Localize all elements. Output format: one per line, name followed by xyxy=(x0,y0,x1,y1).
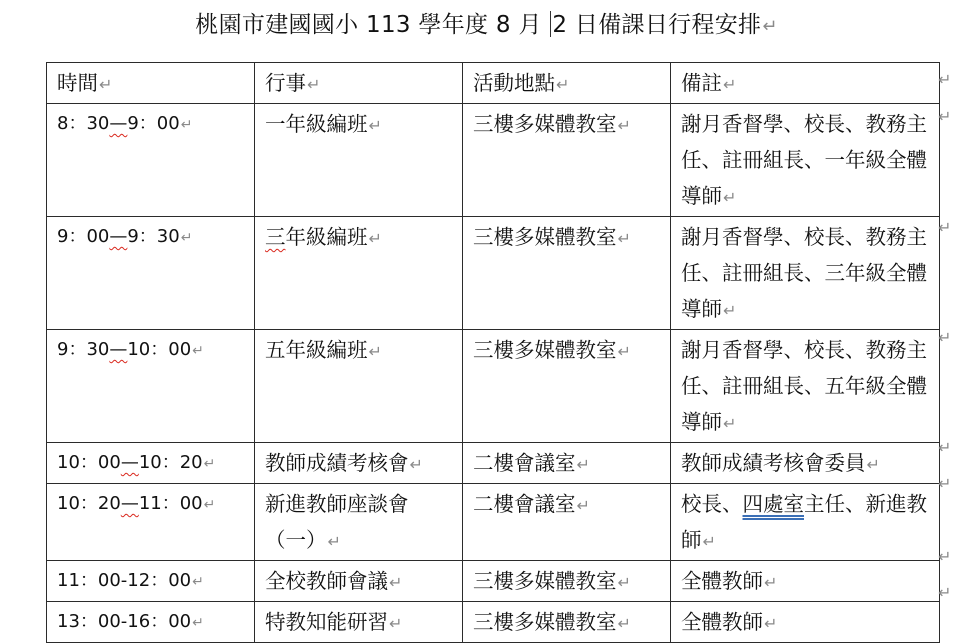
cell-end-mark-icon: ↵ xyxy=(764,614,778,633)
grammar-flagged-text: 四處室 xyxy=(742,492,804,516)
time-cell[interactable]: 8：30—9：00↵ xyxy=(47,104,255,217)
cell-end-mark-icon: ↵ xyxy=(702,532,716,551)
cell-end-mark-icon: ↵ xyxy=(556,75,570,94)
time-separator: — xyxy=(120,452,139,473)
table-row xyxy=(47,330,940,443)
row-end-mark-icon: ↵ xyxy=(938,474,952,493)
cell-end-mark-icon: ↵ xyxy=(99,75,113,94)
location-cell[interactable]: 三樓多媒體教室↵ xyxy=(463,561,671,602)
cell-end-mark-icon: ↵ xyxy=(180,230,193,246)
time-cell[interactable]: 10：00—10：20↵ xyxy=(47,443,255,484)
time-cell[interactable]: 9：30—10：00↵ xyxy=(47,330,255,443)
table-row xyxy=(47,443,940,484)
row-end-mark-icon: ↵ xyxy=(938,547,952,566)
header-location[interactable]: 活動地點↵ xyxy=(463,63,671,104)
paragraph-mark-icon: ↵ xyxy=(762,16,778,37)
location-cell[interactable]: 二樓會議室↵ xyxy=(463,484,671,561)
row-end-mark-icon: ↵ xyxy=(938,70,952,89)
cell-end-mark-icon: ↵ xyxy=(764,573,778,592)
cell-end-mark-icon: ↵ xyxy=(192,343,204,359)
cell-end-mark-icon: ↵ xyxy=(576,496,590,515)
cell-end-mark-icon: ↵ xyxy=(368,116,382,135)
event-cell[interactable]: 五年級編班↵ xyxy=(255,330,463,443)
cell-end-mark-icon: ↵ xyxy=(389,614,403,633)
cell-end-mark-icon: ↵ xyxy=(192,574,204,590)
note-cell[interactable]: 謝月香督學、校長、教務主任、註冊組長、三年級全體導師↵ xyxy=(671,217,940,330)
cell-end-mark-icon: ↵ xyxy=(180,117,193,133)
cell-end-mark-icon: ↵ xyxy=(617,116,631,135)
title-text-start: 桃園市建國國小 113 學年度 8 月 xyxy=(195,12,550,38)
note-cell[interactable]: 全體教師↵ xyxy=(671,561,940,602)
table-row xyxy=(47,602,940,643)
location-cell[interactable]: 三樓多媒體教室↵ xyxy=(463,602,671,643)
location-cell[interactable]: 二樓會議室↵ xyxy=(463,443,671,484)
time-cell[interactable]: 13：00-16：00↵ xyxy=(47,602,255,643)
row-end-mark-icon: ↵ xyxy=(938,328,952,347)
time-separator: — xyxy=(109,113,128,134)
cell-end-mark-icon: ↵ xyxy=(389,573,403,592)
cell-end-mark-icon: ↵ xyxy=(576,455,590,474)
row-end-mark-icon: ↵ xyxy=(938,218,952,237)
row-end-mark-icon: ↵ xyxy=(938,583,952,602)
table-header-row xyxy=(47,63,940,104)
event-cell[interactable]: 一年級編班↵ xyxy=(255,104,463,217)
cell-end-mark-icon: ↵ xyxy=(617,614,631,633)
cell-end-mark-icon: ↵ xyxy=(617,573,631,592)
note-cell[interactable]: 謝月香督學、校長、教務主任、註冊組長、五年級全體導師↵ xyxy=(671,330,940,443)
row-end-mark-icon: ↵ xyxy=(938,438,952,457)
header-note[interactable]: 備註↵ xyxy=(671,63,940,104)
cell-end-mark-icon: ↵ xyxy=(192,615,204,631)
header-event[interactable]: 行事↵ xyxy=(255,63,463,104)
time-cell[interactable]: 9：00—9：30↵ xyxy=(47,217,255,330)
note-cell[interactable]: 教師成績考核會委員↵ xyxy=(671,443,940,484)
cell-end-mark-icon: ↵ xyxy=(203,497,216,513)
cell-end-mark-icon: ↵ xyxy=(307,75,321,94)
cell-end-mark-icon: ↵ xyxy=(723,75,737,94)
event-cell[interactable]: 教師成績考核會↵ xyxy=(255,443,463,484)
note-cell[interactable]: 全體教師↵ xyxy=(671,602,940,643)
table-row xyxy=(47,561,940,602)
event-cell[interactable]: 三年級編班↵ xyxy=(255,217,463,330)
time-cell[interactable]: 11：00-12：00↵ xyxy=(47,561,255,602)
cell-end-mark-icon: ↵ xyxy=(723,301,737,320)
cell-end-mark-icon: ↵ xyxy=(368,229,382,248)
schedule-table xyxy=(46,62,940,643)
location-cell[interactable]: 三樓多媒體教室↵ xyxy=(463,104,671,217)
spelling-flagged-text: 三 xyxy=(265,225,286,249)
time-separator: — xyxy=(109,339,128,360)
cell-end-mark-icon: ↵ xyxy=(409,455,423,474)
cell-end-mark-icon: ↵ xyxy=(617,342,631,361)
note-cell[interactable]: 校長、四處室主任、新進教師↵ xyxy=(671,484,940,561)
table-row xyxy=(47,104,940,217)
cell-end-mark-icon: ↵ xyxy=(723,188,737,207)
table-row xyxy=(47,484,940,561)
row-end-mark-icon: ↵ xyxy=(938,107,952,126)
time-cell[interactable]: 10：20—11：00↵ xyxy=(47,484,255,561)
table-row xyxy=(47,217,940,330)
cell-end-mark-icon: ↵ xyxy=(203,456,216,472)
cell-end-mark-icon: ↵ xyxy=(617,229,631,248)
event-cell[interactable]: 特教知能研習↵ xyxy=(255,602,463,643)
document-title xyxy=(0,8,973,44)
event-cell[interactable]: 新進教師座談會（一）↵ xyxy=(255,484,463,561)
cell-end-mark-icon: ↵ xyxy=(723,414,737,433)
title-text-end: 2 日備課日行程安排 xyxy=(552,12,762,38)
location-cell[interactable]: 三樓多媒體教室↵ xyxy=(463,217,671,330)
cell-end-mark-icon: ↵ xyxy=(327,532,341,551)
cell-end-mark-icon: ↵ xyxy=(368,342,382,361)
location-cell[interactable]: 三樓多媒體教室↵ xyxy=(463,330,671,443)
event-cell[interactable]: 全校教師會議↵ xyxy=(255,561,463,602)
time-separator: — xyxy=(120,493,139,514)
time-separator: — xyxy=(109,226,128,247)
note-cell[interactable]: 謝月香督學、校長、教務主任、註冊組長、一年級全體導師↵ xyxy=(671,104,940,217)
header-time[interactable]: 時間↵ xyxy=(47,63,255,104)
cell-end-mark-icon: ↵ xyxy=(866,455,880,474)
